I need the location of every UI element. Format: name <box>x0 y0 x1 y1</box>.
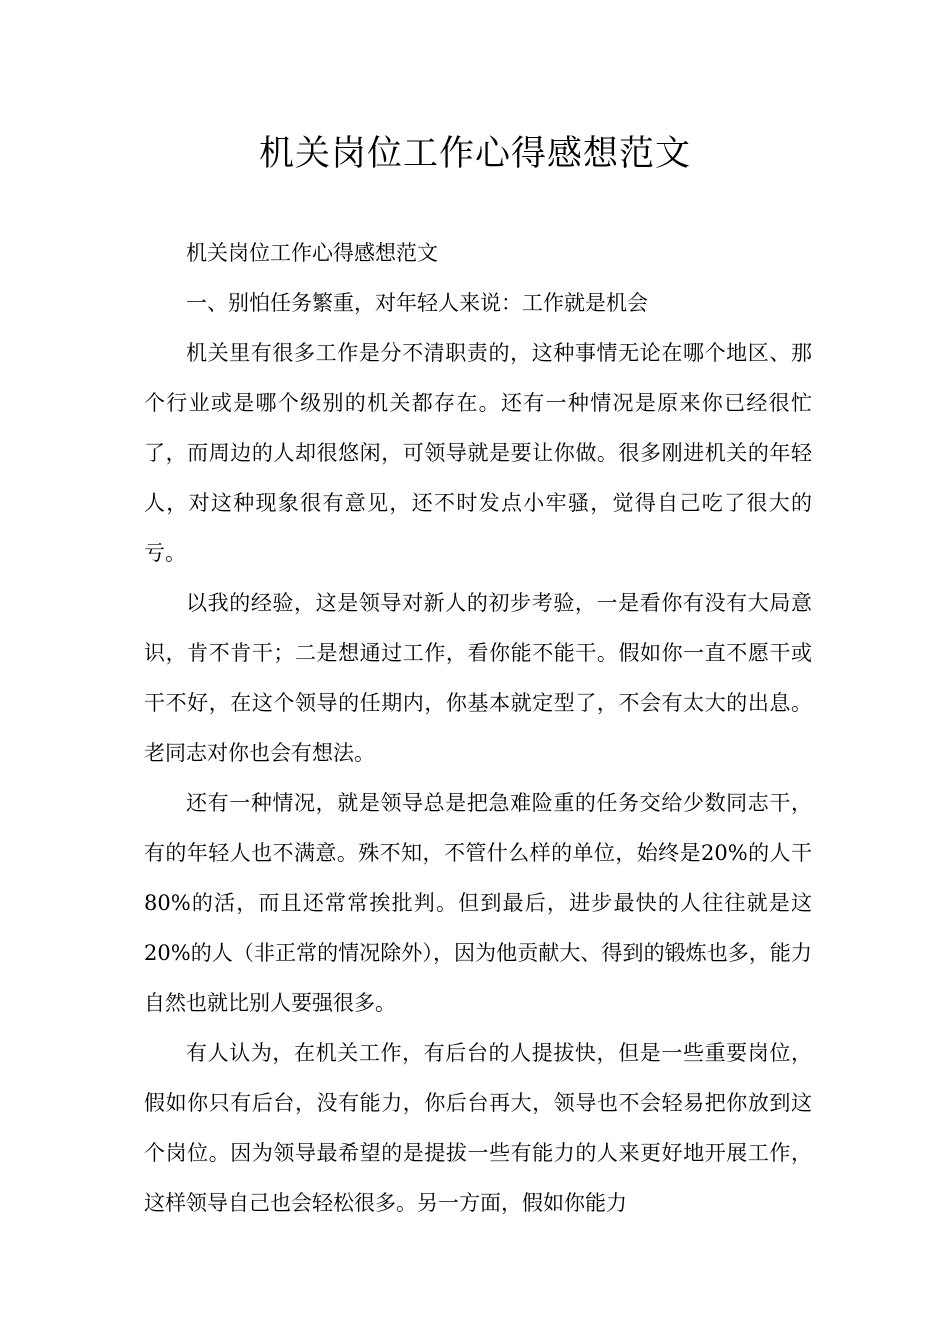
document-body <box>144 228 812 1228</box>
paragraph: 机关里有很多工作是分不清职责的，这种事情无论在哪个地区、那个行业或是哪个级别的机关都存在。还有一种情况是原来你已经很忙了，而周边的人却很悠闲，可领导就是要让你做。很多刚进机关的年轻人，对这种现象很有意见，还不时发点小牢骚，觉得自己吃了很大的亏。 <box>144 341 812 565</box>
paragraph-section-heading: 一、别怕任务繁重，对年轻人来说：工作就是机会 <box>186 291 648 315</box>
paragraph: 还有一种情况，就是领导总是把急难险重的任务交给少数同志干，有的年轻人也不满意。殊不知，不管什么样的单位，始终是20%的人干80%的活，而且还常常挨批判。但到最后，进步最快的人往往就是这20%的人（非正常的情况除外），因为他贡献大、得到的锻炼也多，能力自然也就比别人要强很多。 <box>144 791 812 1015</box>
paragraph: 以我的经验，这是领导对新人的初步考验，一是看你有没有大局意识，肯不肯干；二是想通过工作，看你能不能干。假如你一直不愿干或干不好，在这个领导的任期内，你基本就定型了，不会有太大的出息。老同志对你也会有想法。 <box>144 591 812 765</box>
paragraph-subtitle: 机关岗位工作心得感想范文 <box>186 241 438 265</box>
document-title: 机关岗位工作心得感想范文 <box>258 134 691 174</box>
paragraph: 有人认为，在机关工作，有后台的人提拔快，但是一些重要岗位，假如你只有后台，没有能力，你后台再大，领导也不会轻易把你放到这个岗位。因为领导最希望的是提拔一些有能力的人来更好地开展工作，这样领导自己也会轻松很多。另一方面，假如你能力 <box>144 1041 812 1215</box>
